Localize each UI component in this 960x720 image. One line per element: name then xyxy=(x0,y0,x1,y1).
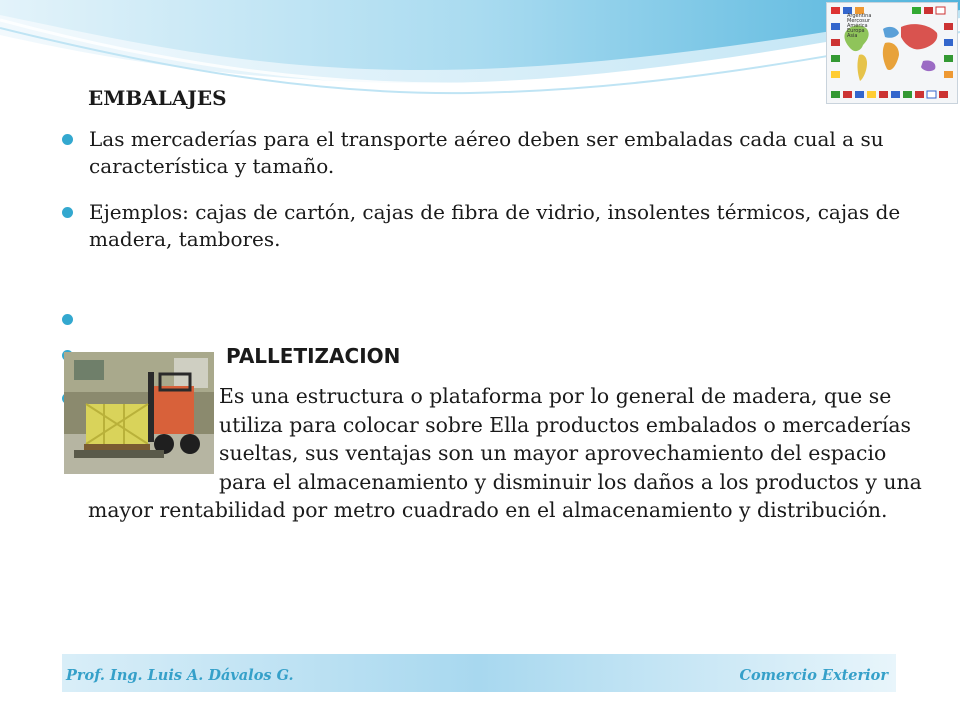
footer-bar xyxy=(62,654,896,692)
slide-heading: EMBALAJES xyxy=(88,86,227,110)
footer-author: Prof. Ing. Luis A. Dávalos G. xyxy=(66,667,294,684)
palletization-paragraph xyxy=(88,382,938,525)
svg-text:América: América xyxy=(847,23,868,29)
forklift-photo xyxy=(64,352,214,474)
bullet-text: Las mercaderías para el transporte aéreo deben ser embaladas cada cual a su característica y tamaño. xyxy=(89,127,884,178)
world-map-icon xyxy=(827,3,957,103)
svg-text:Asia: Asia xyxy=(847,33,858,39)
section-title: PALLETIZACION xyxy=(226,344,401,368)
svg-text:Europa: Europa xyxy=(847,28,865,34)
svg-text:Argentina: Argentina xyxy=(847,13,872,19)
footer-course: Comercio Exterior xyxy=(739,667,888,684)
bullet-text: Ejemplos: cajas de cartón, cajas de fibra de vidrio, insolentes térmicos, cajas de madera, tambores. xyxy=(89,200,901,251)
bullet-dot-icon xyxy=(62,207,73,218)
bullet-dot-icon xyxy=(62,314,73,325)
bullet-dot-icon xyxy=(62,134,73,145)
world-map-logo xyxy=(826,2,958,104)
svg-text:Mercosur: Mercosur xyxy=(847,18,870,24)
paragraph-text: Es una estructura o plataforma por lo general de madera, que se utiliza para colocar sobre Ella productos embalados o mercaderías sueltas, sus ventajas son un mayor aprovechamiento del espacio para el almacenamiento y disminuir los daños a los productos y una mayor rentabilidad por metro cuadrado en el almacenamiento y distribución. xyxy=(88,384,922,522)
